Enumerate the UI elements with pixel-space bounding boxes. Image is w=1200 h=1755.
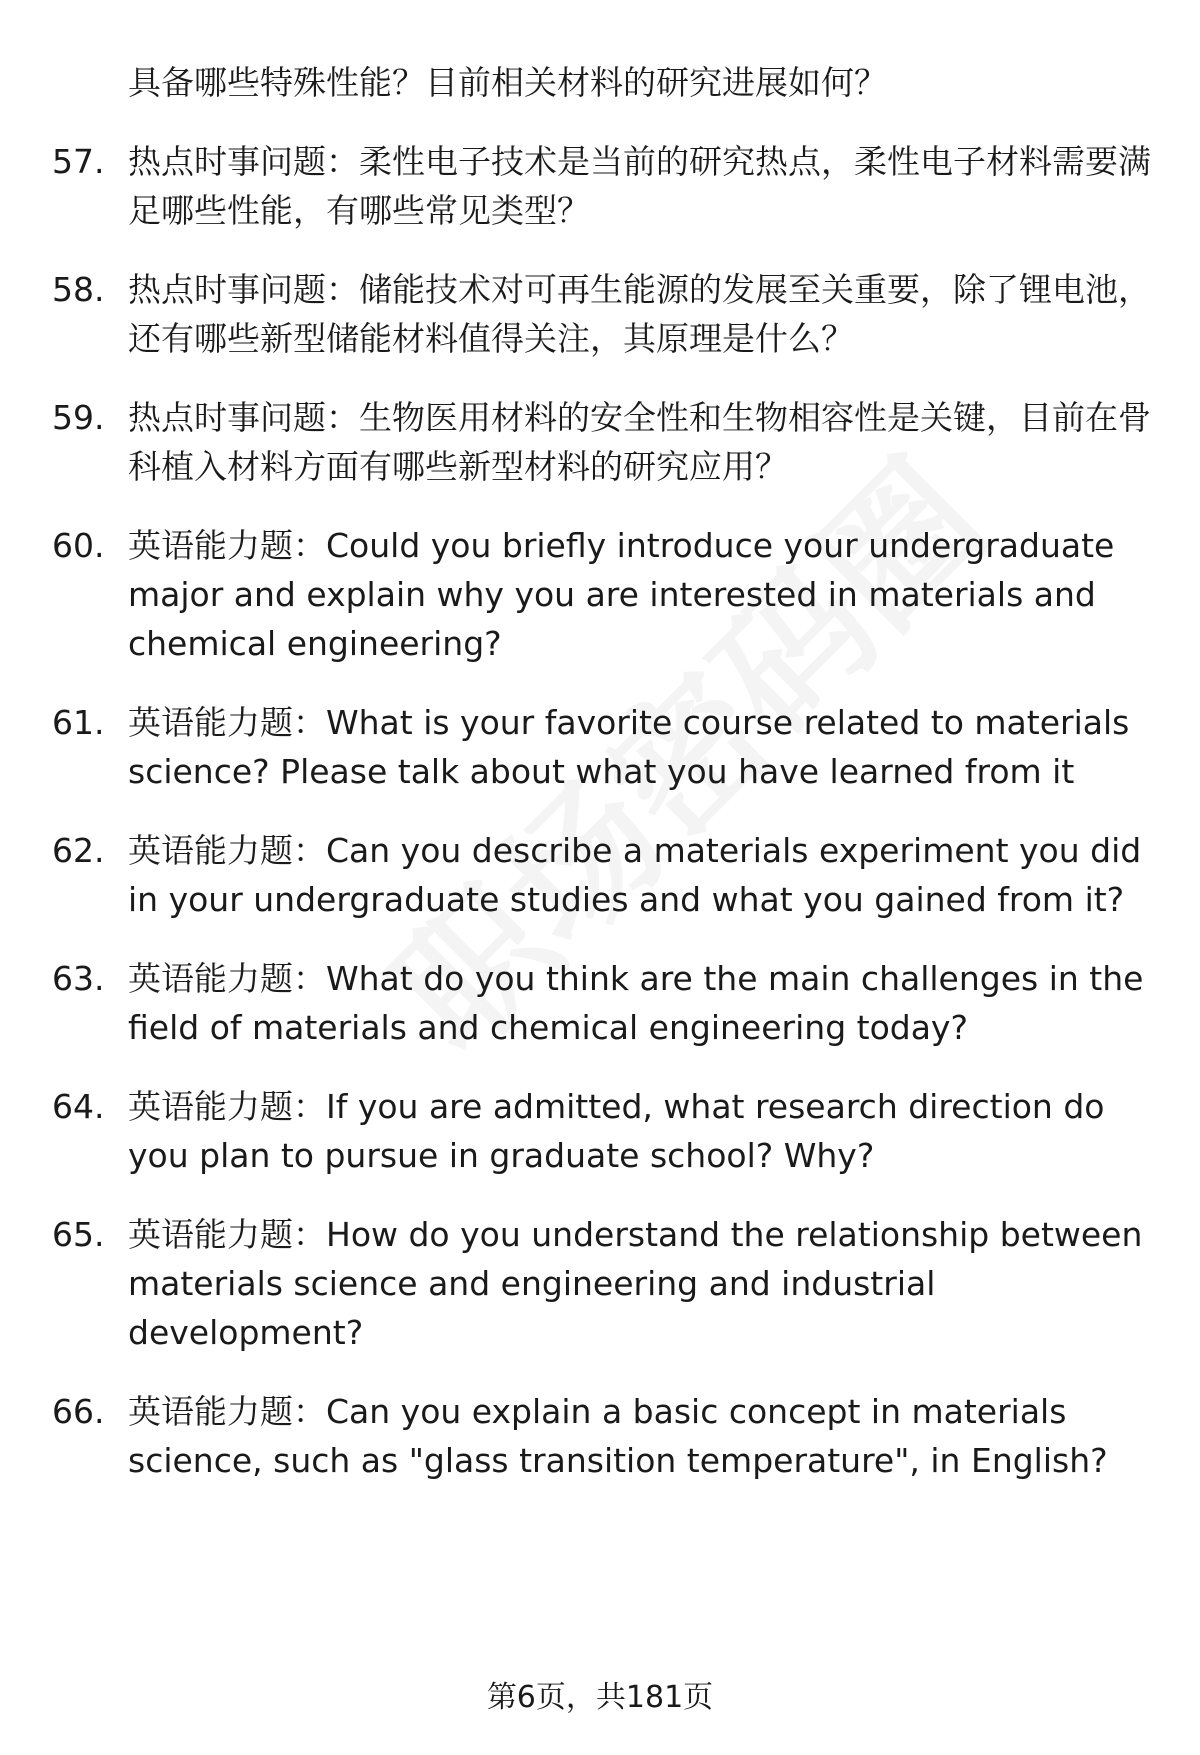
- question-item: [0, 698, 1200, 796]
- question-item: [0, 826, 1200, 924]
- question-text: 英语能力题：If you are admitted, what research direction do you plan to pursue in graduate school? Why?: [128, 1087, 1105, 1175]
- question-number: 61.: [52, 703, 105, 742]
- question-item: [0, 1210, 1200, 1357]
- question-number: 62.: [52, 831, 105, 870]
- question-item: [0, 265, 1200, 363]
- question-text: 热点时事问题：生物医用材料的安全性和生物相容性是关键，目前在骨科植入材料方面有哪些新型材料的研究应用？: [128, 398, 1151, 486]
- question-text: 英语能力题：Could you briefly introduce your undergraduate major and explain why you are interested in materials and chemical engineering?: [128, 526, 1115, 663]
- question-list: [0, 58, 1200, 1515]
- question-text: 热点时事问题：柔性电子技术是当前的研究热点，柔性电子材料需要满足哪些性能，有哪些常见类型？: [128, 142, 1151, 230]
- question-item: [0, 954, 1200, 1052]
- question-item: [0, 1387, 1200, 1485]
- question-number: 60.: [52, 526, 105, 565]
- question-text: 英语能力题：What do you think are the main challenges in the field of materials and chemical engineering today?: [128, 959, 1144, 1047]
- question-number: 65.: [52, 1215, 105, 1254]
- question-item: [0, 393, 1200, 491]
- question-number: 58.: [52, 270, 105, 309]
- question-text: 热点时事问题：储能技术对可再生能源的发展至关重要，除了锂电池，还有哪些新型储能材料值得关注，其原理是什么？: [128, 270, 1151, 358]
- question-item: [0, 137, 1200, 235]
- continued-question-text: 具备哪些特殊性能？目前相关材料的研究进展如何？: [128, 63, 887, 102]
- question-text: 英语能力题：How do you understand the relationship between materials science and engineering and industrial development?: [128, 1215, 1143, 1352]
- question-number: 57.: [52, 142, 105, 181]
- question-text: 英语能力题：What is your favorite course related to materials science? Please talk about what you have learned from it: [128, 703, 1130, 791]
- question-number: 64.: [52, 1087, 105, 1126]
- question-item: [0, 1082, 1200, 1180]
- question-text: 英语能力题：Can you explain a basic concept in materials science, such as "glass transition temperature", in English?: [128, 1392, 1108, 1480]
- question-text: 英语能力题：Can you describe a materials experiment you did in your undergraduate studies and what you gained from it?: [128, 831, 1142, 919]
- question-number: 63.: [52, 959, 105, 998]
- question-number: 66.: [52, 1392, 105, 1431]
- question-item: [0, 521, 1200, 668]
- page-footer: 第6页，共181页: [486, 1680, 714, 1715]
- question-number: 59.: [52, 398, 105, 437]
